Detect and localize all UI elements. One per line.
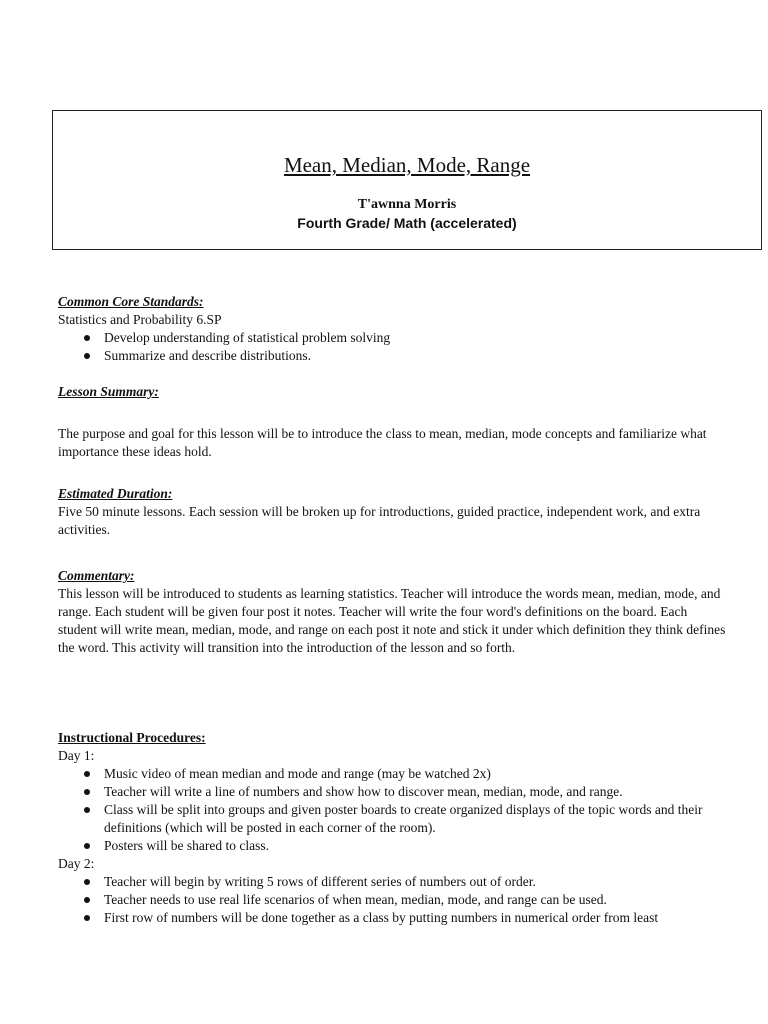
list-item: Teacher will begin by writing 5 rows of different series of numbers out of order.	[58, 873, 728, 891]
list-item: Class will be split into groups and given poster boards to create organized displays of the topic words and their definitions (which will be posted in each corner of the room).	[58, 801, 728, 837]
summary-section	[58, 383, 728, 461]
list-item: Develop understanding of statistical problem solving	[58, 329, 728, 347]
day2-list	[58, 873, 728, 927]
author-name: T'awnna Morris	[357, 197, 457, 212]
duration-section	[58, 485, 728, 539]
title-box	[52, 110, 762, 250]
summary-heading: Lesson Summary:	[58, 384, 159, 399]
day1-label: Day 1:	[58, 748, 95, 763]
duration-text: Five 50 minute lessons. Each session will be broken up for introductions, guided practice, independent work, and extra activities.	[58, 504, 701, 537]
procedures-heading: Instructional Procedures:	[58, 730, 206, 745]
list-item: First row of numbers will be done together as a class by putting numbers in numerical order from least	[58, 909, 728, 927]
list-item: Music video of mean median and mode and range (may be watched 2x)	[58, 765, 728, 783]
summary-text: The purpose and goal for this lesson will be to introduce the class to mean, median, mode concepts and familiarize what importance these ideas hold.	[58, 426, 707, 459]
commentary-section	[58, 567, 728, 657]
standards-heading: Common Core Standards:	[58, 294, 204, 309]
list-item: Teacher needs to use real life scenarios of when mean, median, mode, and range can be used.	[58, 891, 728, 909]
commentary-heading: Commentary:	[58, 568, 135, 583]
commentary-text: This lesson will be introduced to students as learning statistics. Teacher will introduce the words mean, median, mode, and range. Each student will be given four post it notes. Teacher will write the four word's definitions on the board. Each student will write mean, median, mode, and range on each post it note and stick it under which definition they think defines the word. This activity will transition into the introduction of the lesson and so forth.	[58, 586, 726, 655]
standards-section	[58, 293, 728, 365]
document-title: Mean, Median, Mode, Range	[283, 153, 531, 177]
procedures-section	[58, 729, 728, 927]
day2-label: Day 2:	[58, 856, 95, 871]
list-item: Summarize and describe distributions.	[58, 347, 728, 365]
grade-subject: Fourth Grade/ Math (accelerated)	[297, 215, 517, 231]
document-body	[58, 293, 728, 927]
duration-heading: Estimated Duration:	[58, 486, 173, 501]
list-item: Posters will be shared to class.	[58, 837, 728, 855]
standards-subheading: Statistics and Probability 6.SP	[58, 312, 222, 327]
standards-list	[58, 329, 728, 365]
list-item: Teacher will write a line of numbers and show how to discover mean, median, mode, and range.	[58, 783, 728, 801]
day1-list	[58, 765, 728, 855]
